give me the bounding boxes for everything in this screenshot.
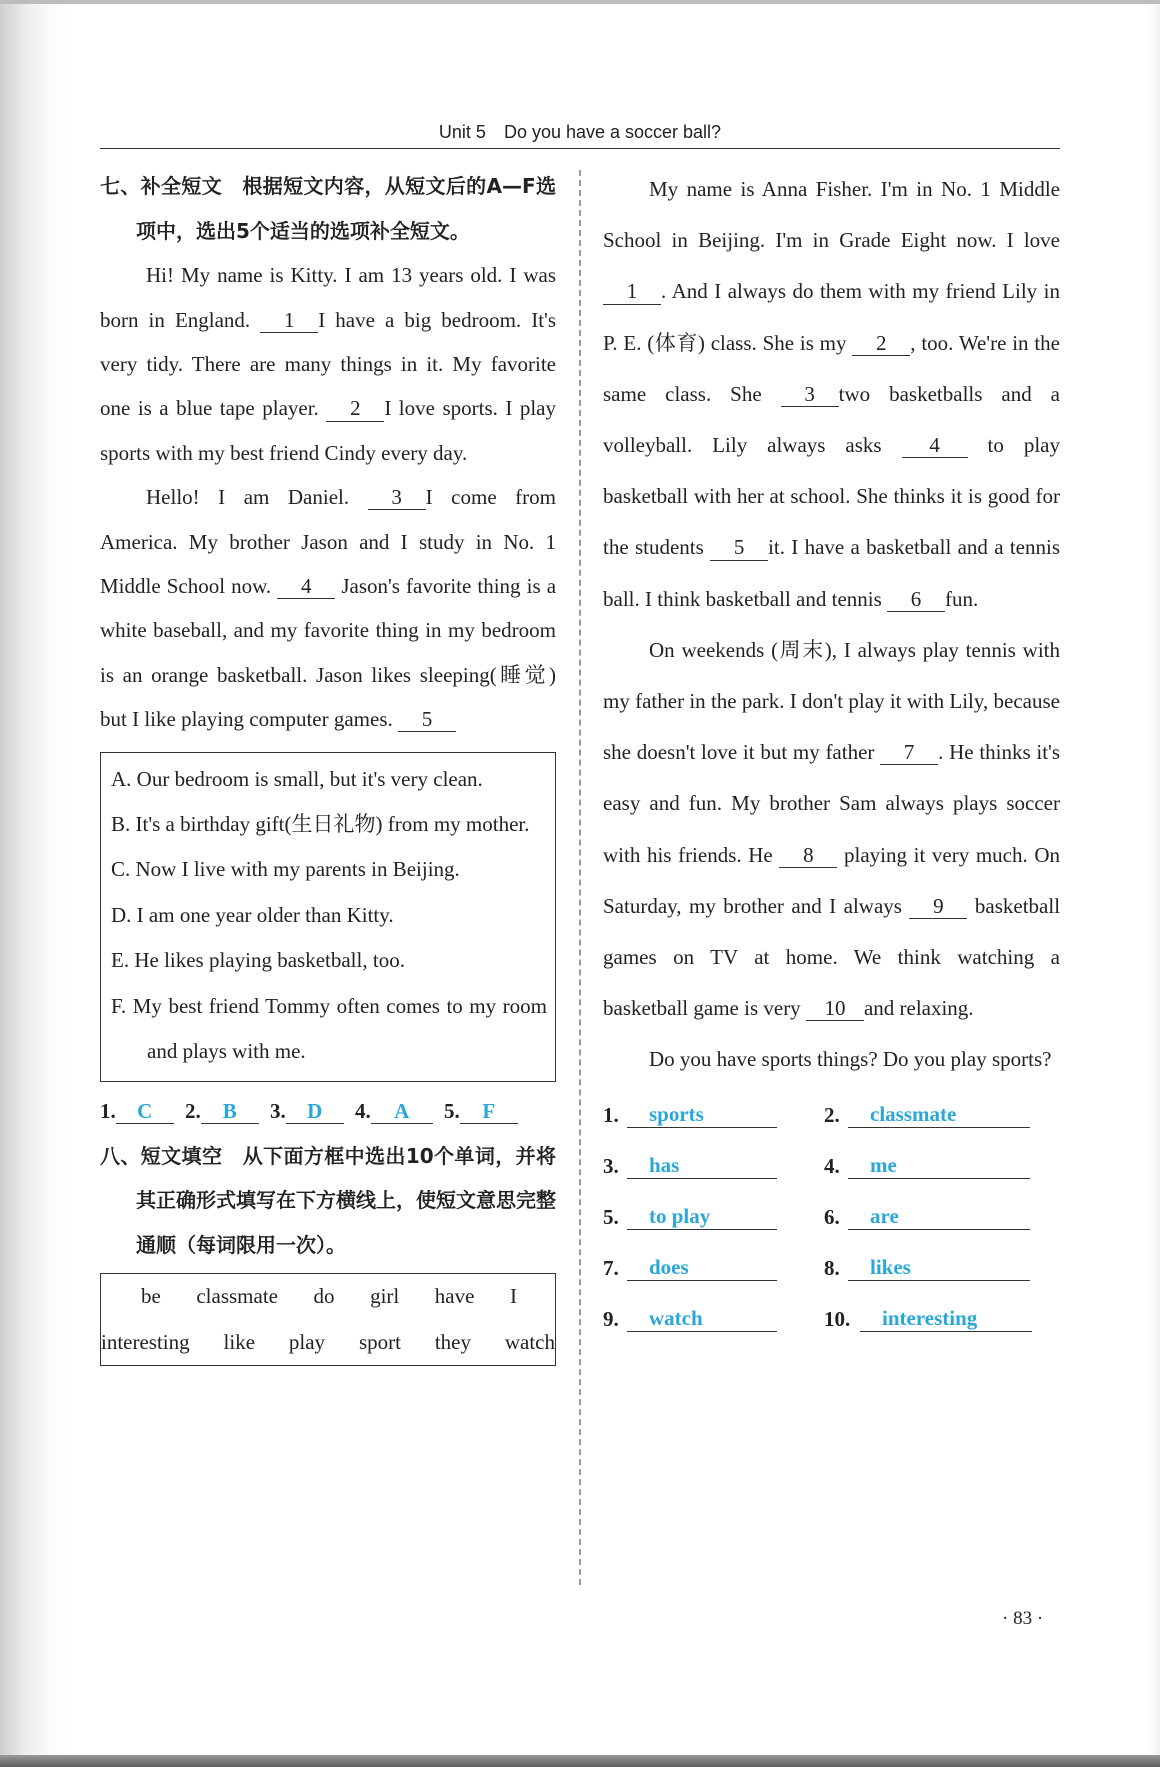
column-divider — [579, 170, 581, 1585]
word: watch — [504, 1329, 555, 1354]
section-7-heading: 七、补全短文 根据短文内容，从短文后的A—F选项中，选出5个适当的选项补全短文。 — [100, 174, 556, 243]
options-box — [100, 752, 556, 1082]
word: I — [509, 1284, 517, 1309]
answer-num: 6. — [824, 1204, 840, 1229]
daniel-text-c: Jason's favorite thing is a white baseball, and my favorite thing in my bedroom is an orange basketball. Jason likes sleeping(睡觉) but I like playing computer games. — [100, 574, 557, 732]
blank-r7: 7 — [880, 741, 938, 765]
answer-cell — [824, 1255, 1030, 1281]
answer-cell — [603, 1102, 824, 1128]
passage-question: Do you have sports things? Do you play sports? — [649, 1047, 1052, 1072]
passage-anna — [603, 164, 1060, 625]
option-f: F. My best friend Tommy often comes to my room and plays with me. — [111, 993, 547, 1064]
passage-kitty — [100, 253, 556, 475]
answer-num: 4. — [824, 1153, 840, 1178]
top-edge — [0, 0, 1160, 4]
answer-num: 8. — [824, 1255, 840, 1280]
answer-2: B — [201, 1099, 259, 1124]
answer-likes: likes — [848, 1255, 1030, 1281]
answer-classmate: classmate — [848, 1102, 1030, 1128]
answer-interesting: interesting — [860, 1306, 1032, 1332]
answer-num: 9. — [603, 1306, 619, 1331]
page-header: Unit 5 Do you have a soccer ball? — [438, 122, 722, 142]
passage-weekends — [603, 625, 1060, 1035]
word-bank-row-1 — [101, 1274, 555, 1320]
answer-num: 5. — [603, 1204, 619, 1229]
word: classmate — [196, 1284, 278, 1309]
answer-5: F — [460, 1099, 518, 1124]
word: interesting — [101, 1329, 190, 1354]
blank-1: 1 — [260, 309, 318, 333]
blank-r9: 9 — [909, 895, 967, 919]
blank-2: 2 — [326, 397, 384, 421]
answer-1: C — [116, 1099, 174, 1124]
page-number: · 83 · — [1002, 1608, 1044, 1629]
anna-text: two basketballs and a volleyball. Lily always asks — [603, 381, 1060, 458]
answer-num: 3. — [270, 1098, 286, 1123]
anna-text: My name is Anna Fisher. I'm in No. 1 Middle School in Beijing. I'm in Grade Eight now. I love — [603, 177, 1060, 253]
left-column — [100, 164, 556, 1366]
answer-cell — [824, 1102, 1030, 1128]
word: be — [141, 1284, 161, 1309]
answer-num: 1. — [603, 1102, 619, 1127]
option-d: D. I am one year older than Kitty. — [111, 902, 394, 927]
blank-r4: 4 — [902, 434, 968, 458]
passage-daniel — [100, 475, 556, 741]
blank-5: 5 — [398, 708, 456, 732]
option-b: B. It's a birthday gift(生日礼物) from my mother. — [111, 812, 530, 837]
right-column — [603, 164, 1060, 1345]
kitty-text-b: I have a big bedroom. It's very tidy. There are many things in it. My favorite one is a blue tape player. — [100, 307, 557, 421]
answer-cell — [603, 1153, 824, 1179]
word-bank-box — [100, 1273, 556, 1366]
option-e: E. He likes playing basketball, too. — [111, 948, 405, 973]
blank-r1: 1 — [603, 280, 661, 304]
blank-3: 3 — [368, 486, 426, 510]
bottom-edge — [0, 1755, 1160, 1767]
answer-does: does — [627, 1255, 777, 1281]
anna-text: , too. We're in the same class. She — [603, 330, 1060, 406]
anna-text: it. I have a basketball and a tennis ball. I think basketball and tennis — [603, 535, 1060, 611]
anna-text: . And I always do them with my friend Lily in P. E. (体育) class. She is my — [603, 279, 1060, 355]
answer-row — [603, 1243, 1060, 1294]
word: play — [288, 1329, 326, 1354]
daniel-text-a: Hello! I am Daniel. — [146, 485, 350, 510]
answer-num: 5. — [444, 1098, 460, 1123]
blank-r6: 6 — [887, 588, 945, 612]
weekend-text: and relaxing. — [863, 996, 974, 1021]
word: girl — [370, 1284, 400, 1309]
weekend-text: On weekends (周末), I always play tennis with my father in the park. I don't play it with Lily, because she doesn't love it but my father — [603, 637, 1060, 765]
answer-are: are — [848, 1204, 1030, 1230]
kitty-text-a: Hi! My name is Kitty. I am 13 years old. I was born in England. — [100, 263, 556, 332]
answer-num: 4. — [355, 1098, 371, 1123]
blank-r8: 8 — [779, 844, 837, 868]
section-8-heading: 八、短文填空 从下面方框中选出10个单词，并将其正确形式填写在下方横线上，使短文意思完整通顺（每词限用一次）。 — [100, 1143, 556, 1257]
blank-r3: 3 — [781, 383, 839, 407]
option-a: A. Our bedroom is small, but it's very clean. — [111, 766, 483, 791]
header-rule — [100, 148, 1060, 149]
blank-r10: 10 — [806, 997, 864, 1021]
answer-num: 2. — [185, 1098, 201, 1123]
answer-4: A — [371, 1099, 433, 1124]
word: do — [313, 1284, 335, 1309]
answer-cell — [603, 1306, 824, 1332]
answer-cell — [824, 1306, 1032, 1332]
word-bank-row-2 — [101, 1320, 555, 1366]
answer-to-play: to play — [627, 1204, 777, 1230]
option-c: C. Now I live with my parents in Beijing. — [111, 857, 460, 882]
answer-cell — [603, 1255, 824, 1281]
word: sport — [358, 1329, 401, 1354]
answer-3: D — [286, 1099, 344, 1124]
anna-text: fun. — [945, 586, 979, 611]
kitty-text-c: I love sports. I play sports with my best friend Cindy every day. — [100, 396, 557, 465]
answer-cell — [824, 1153, 1030, 1179]
daniel-text-b: I come from America. My brother Jason and I study in No. 1 Middle School now. — [100, 485, 556, 599]
answer-num: 10. — [824, 1306, 851, 1331]
word: like — [223, 1329, 256, 1354]
blank-r5: 5 — [710, 536, 768, 560]
answer-sports: sports — [627, 1102, 777, 1128]
weekend-text: . He thinks it's easy and fun. My brother Sam always plays soccer with his friends. He — [603, 740, 1061, 867]
answer-me: me — [848, 1153, 1030, 1179]
section-8-answers — [603, 1090, 1060, 1345]
blank-r2: 2 — [852, 332, 910, 356]
answer-num: 3. — [603, 1153, 619, 1178]
word: they — [434, 1329, 471, 1354]
blank-4: 4 — [277, 575, 335, 599]
weekend-text: playing it very much. On Saturday, my brother and I always — [603, 842, 1061, 918]
answer-num: 1. — [100, 1098, 116, 1123]
answer-row — [603, 1141, 1060, 1192]
anna-text: to play basketball with her at school. She thinks it is good for the students — [603, 433, 1061, 560]
answer-cell — [603, 1204, 824, 1230]
section-7-answers — [100, 1088, 556, 1134]
answer-has: has — [627, 1153, 777, 1179]
word: have — [434, 1284, 475, 1309]
answer-num: 2. — [824, 1102, 840, 1127]
answer-cell — [824, 1204, 1030, 1230]
answer-row — [603, 1294, 1060, 1345]
answer-row — [603, 1192, 1060, 1243]
answer-num: 7. — [603, 1255, 619, 1280]
answer-row — [603, 1090, 1060, 1141]
weekend-text: basketball games on TV at home. We think watching a basketball game is very — [603, 893, 1061, 1021]
answer-watch: watch — [627, 1306, 777, 1332]
